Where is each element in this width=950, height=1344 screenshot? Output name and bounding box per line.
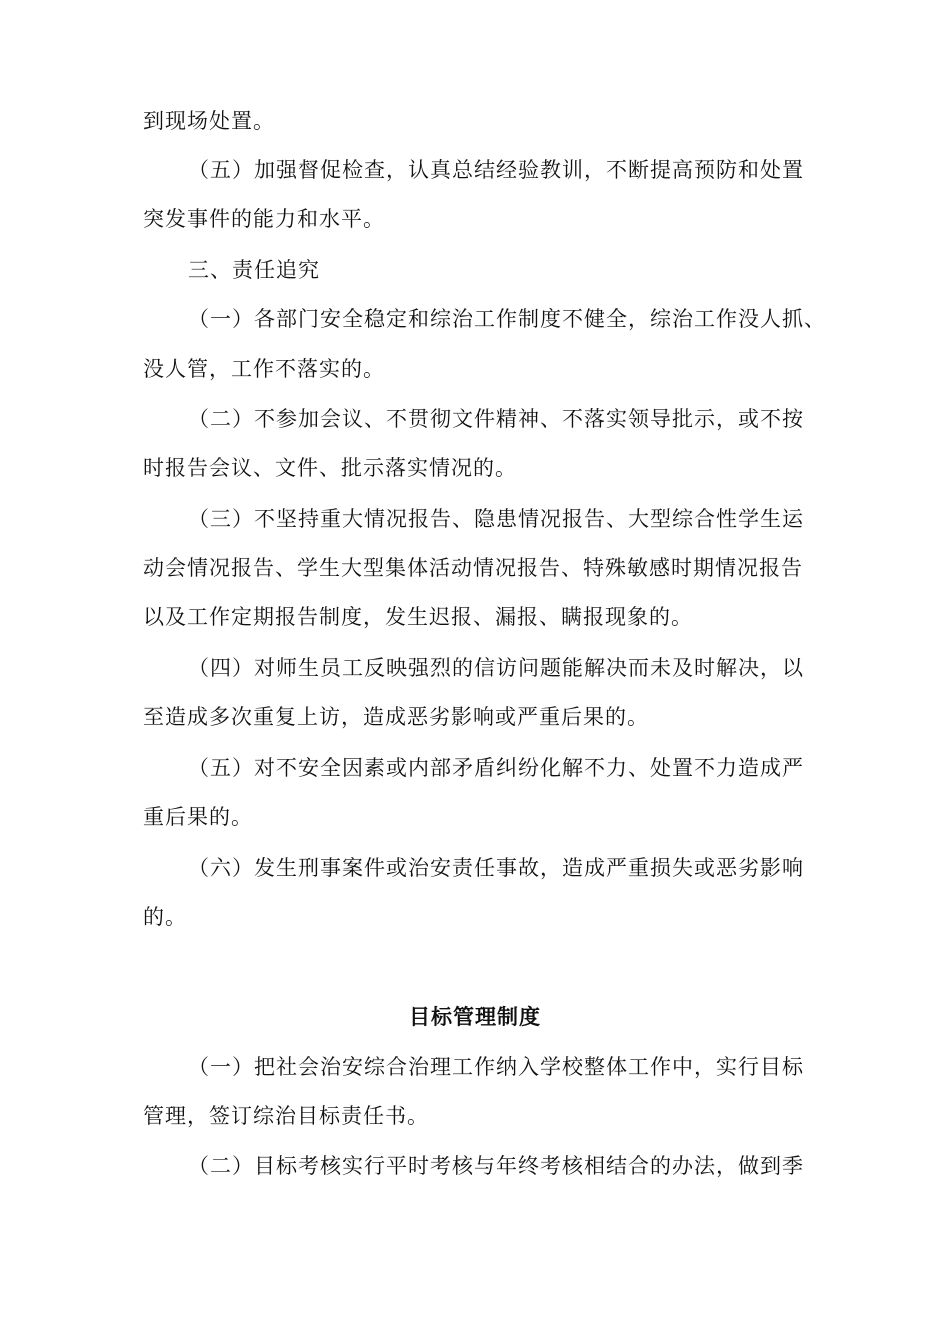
text-line: 突发事件的能力和水平。 <box>143 207 385 231</box>
text-line: （五）加强督促检查，认真总结经验教训，不断提高预防和处置 <box>188 158 804 182</box>
section-heading-responsibility: 三、责任追究 <box>188 258 320 282</box>
text-line: 到现场处置。 <box>143 109 275 133</box>
text-line: 以及工作定期报告制度，发生迟报、漏报、瞒报现象的。 <box>143 605 693 629</box>
text-line: 动会情况报告、学生大型集体活动情况报告、特殊敏感时期情况报告 <box>143 556 803 580</box>
text-line: 管理，签订综治目标责任书。 <box>143 1104 429 1128</box>
text-line: 没人管，工作不落实的。 <box>143 357 385 381</box>
text-line: 时报告会议、文件、批示落实情况的。 <box>143 456 517 480</box>
text-line: （五）对不安全因素或内部矛盾纠纷化解不力、处置不力造成严 <box>188 756 804 780</box>
text-line: （一）各部门安全稳定和综治工作制度不健全，综治工作没人抓、 <box>188 307 826 331</box>
section-title: 目标管理制度 <box>409 1005 541 1029</box>
text-line: 至造成多次重复上访，造成恶劣影响或严重后果的。 <box>143 705 649 729</box>
text-line: （三）不坚持重大情况报告、隐患情况报告、大型综合性学生运 <box>188 507 804 531</box>
text-line: （六）发生刑事案件或治安责任事故，造成严重损失或恶劣影响 <box>188 856 804 880</box>
text-line: （二）不参加会议、不贯彻文件精神、不落实领导批示，或不按 <box>188 407 804 431</box>
text-line: 的。 <box>143 905 187 929</box>
text-line: 重后果的。 <box>143 805 253 829</box>
text-line: （二）目标考核实行平时考核与年终考核相结合的办法，做到季 <box>188 1154 804 1178</box>
text-line: （四）对师生员工反映强烈的信访问题能解决而未及时解决，以 <box>188 656 804 680</box>
text-line: （一）把社会治安综合治理工作纳入学校整体工作中，实行目标 <box>188 1055 804 1079</box>
